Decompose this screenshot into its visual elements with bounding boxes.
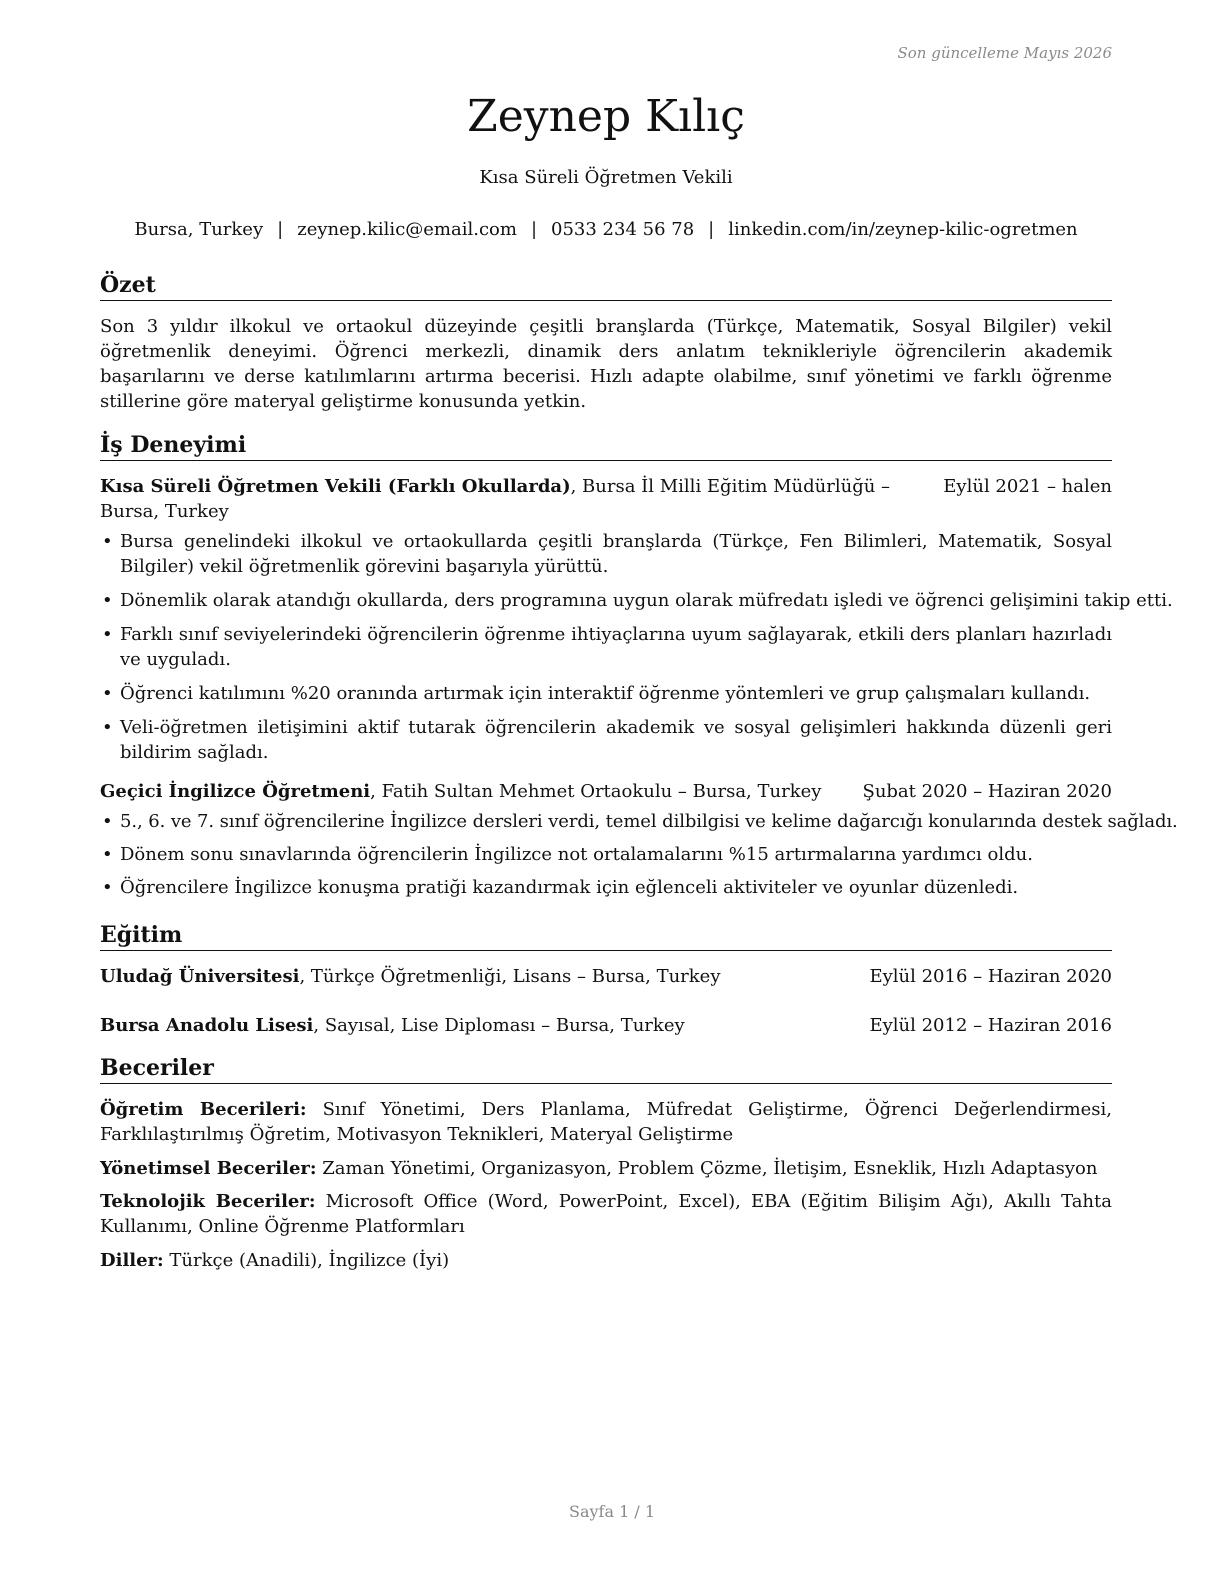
school-name: Uludağ Üniversitesi bbox=[100, 966, 300, 987]
school-detail: , Türkçe Öğretmenliği, Lisans – Bursa, Turkey bbox=[299, 966, 721, 987]
skill-label: Diller: bbox=[100, 1250, 164, 1271]
job-bullets bbox=[100, 809, 1178, 900]
skill-label: Teknolojik Beceriler: bbox=[100, 1191, 316, 1212]
page-number: Sayfa 1 / 1 bbox=[568, 1502, 655, 1521]
skill-line bbox=[100, 1189, 1112, 1239]
bullet-item: • Dönem sonu sınavlarında öğrencilerin İngilizce not ortalamalarını %15 artırmalarına yardımcı oldu. bbox=[100, 842, 1112, 867]
summary-text: Son 3 yıldır ilkokul ve ortaokul düzeyinde çeşitli branşlarda (Türkçe, Matematik, Sosyal Bilgiler) vekil öğretmenlik deneyimi. Öğrenci merkezli, dinamik ders anlatım teknikleriyle öğrencilerin akademik başarılarını ve derse katılımlarını artırma becerisi. Hızlı adapte olabilme, sınıf yönetimi ve farklı öğrenme stillerine göre materyal geliştirme konusunda yetkin. bbox=[100, 316, 1112, 412]
contact-separator: | bbox=[277, 219, 284, 240]
bullet-item: • Öğrenci katılımını %20 oranında artırmak için interaktif öğrenme yöntemleri ve grup çalışmaları kullandı. bbox=[100, 681, 1112, 706]
skill-label: Öğretim Becerileri: bbox=[100, 1099, 307, 1120]
contact-location: Bursa, Turkey bbox=[134, 219, 264, 240]
section-heading-summary: Özet bbox=[100, 270, 1112, 301]
contact-phone: 0533 234 56 78 bbox=[551, 219, 695, 240]
bullet-item: • Öğrencilere İngilizce konuşma pratiği kazandırmak için eğlenceli aktiviteler ve oyunlar düzenledi. bbox=[100, 875, 1112, 900]
education-item bbox=[100, 964, 1112, 989]
last-updated: Son güncelleme Mayıs 2026 bbox=[897, 44, 1112, 62]
contact-separator: | bbox=[708, 219, 715, 240]
skill-text: Türkçe (Anadili), İngilizce (İyi) bbox=[163, 1250, 450, 1271]
skill-line bbox=[100, 1097, 1112, 1147]
contact-linkedin[interactable]: linkedin.com/in/zeynep-kilic-ogretmen bbox=[728, 219, 1078, 240]
section-heading-education: Eğitim bbox=[100, 920, 1112, 951]
job-organization: , Fatih Sultan Mehmet Ortaokulu – Bursa, Turkey bbox=[370, 781, 822, 802]
skill-text: Microsoft Office (Word, PowerPoint, Excel), EBA (Eğitim Bilişim Ağı), Akıllı Tahta Kullanımı, Online Öğrenme Platformları bbox=[100, 1191, 1112, 1237]
skill-line bbox=[100, 1156, 1112, 1181]
bullet-item: • Farklı sınıf seviyelerindeki öğrencilerin öğrenme ihtiyaçlarına uyum sağlayarak, etkili ders planları hazırladı ve uyguladı. bbox=[100, 622, 1112, 672]
job-header bbox=[100, 779, 1112, 804]
education-dates: Eylül 2012 – Haziran 2016 bbox=[869, 1015, 1112, 1036]
bullet-item: • 5., 6. ve 7. sınıf öğrencilerine İngilizce dersleri verdi, temel dilbilgisi ve kelime dağarcığı konularında destek sağladı. bbox=[100, 809, 1112, 834]
education-dates: Eylül 2016 – Haziran 2020 bbox=[869, 966, 1112, 987]
skill-text: Sınıf Yönetimi, Ders Planlama, Müfredat Geliştirme, Öğrenci Değerlendirmesi, Farklılaştırılmış Öğretim, Motivasyon Teknikleri, Materyal Geliştirme bbox=[100, 1099, 1113, 1145]
skill-label: Yönetimsel Beceriler: bbox=[100, 1158, 317, 1179]
bullet-item: • Bursa genelindeki ilkokul ve ortaokullarda çeşitli branşlarda (Türkçe, Fen Bilimleri, Matematik, Sosyal Bilgiler) vekil öğretmenlik görevini başarıyla yürüttü. bbox=[100, 529, 1112, 579]
contact-separator: | bbox=[530, 219, 538, 240]
section-heading-experience: İş Deneyimi bbox=[100, 430, 1112, 461]
contact-email[interactable]: zeynep.kilic@email.com bbox=[297, 219, 517, 240]
job-title: Kısa Süreli Öğretmen Vekili (Farklı Okullarda) bbox=[100, 476, 571, 497]
job-dates: Şubat 2020 – Haziran 2020 bbox=[862, 781, 1112, 802]
bullet-item: • Dönemlik olarak atandığı okullarda, ders programına uygun olarak müfredatı işledi ve öğrenci gelişimini takip etti. bbox=[100, 588, 1112, 613]
section-heading-skills: Beceriler bbox=[100, 1053, 1112, 1084]
skill-line bbox=[100, 1248, 1112, 1273]
job-organization: , Bursa İl Milli Eğitim Müdürlüğü – Bursa, Turkey bbox=[100, 476, 891, 522]
job-dates: Eylül 2021 – halen bbox=[943, 476, 1112, 497]
candidate-title: Kısa Süreli Öğretmen Vekili bbox=[479, 167, 733, 188]
school-detail: , Sayısal, Lise Diploması – Bursa, Turkey bbox=[313, 1015, 685, 1036]
job-header bbox=[100, 474, 1112, 524]
education-item bbox=[100, 1013, 1112, 1038]
contact-line bbox=[100, 219, 1112, 240]
bullet-item: • Veli-öğretmen iletişimini aktif tutarak öğrencilerin akademik ve sosyal gelişimleri hakkında düzenli geri bildirim sağladı. bbox=[100, 715, 1112, 765]
school-name: Bursa Anadolu Lisesi bbox=[100, 1015, 314, 1036]
job-title: Geçici İngilizce Öğretmeni bbox=[100, 781, 371, 802]
job-bullets bbox=[100, 529, 1173, 765]
candidate-name: Zeynep Kılıç bbox=[467, 91, 745, 142]
skill-text: Zaman Yönetimi, Organizasyon, Problem Çözme, İletişim, Esneklik, Hızlı Adaptasyon bbox=[316, 1158, 1098, 1179]
